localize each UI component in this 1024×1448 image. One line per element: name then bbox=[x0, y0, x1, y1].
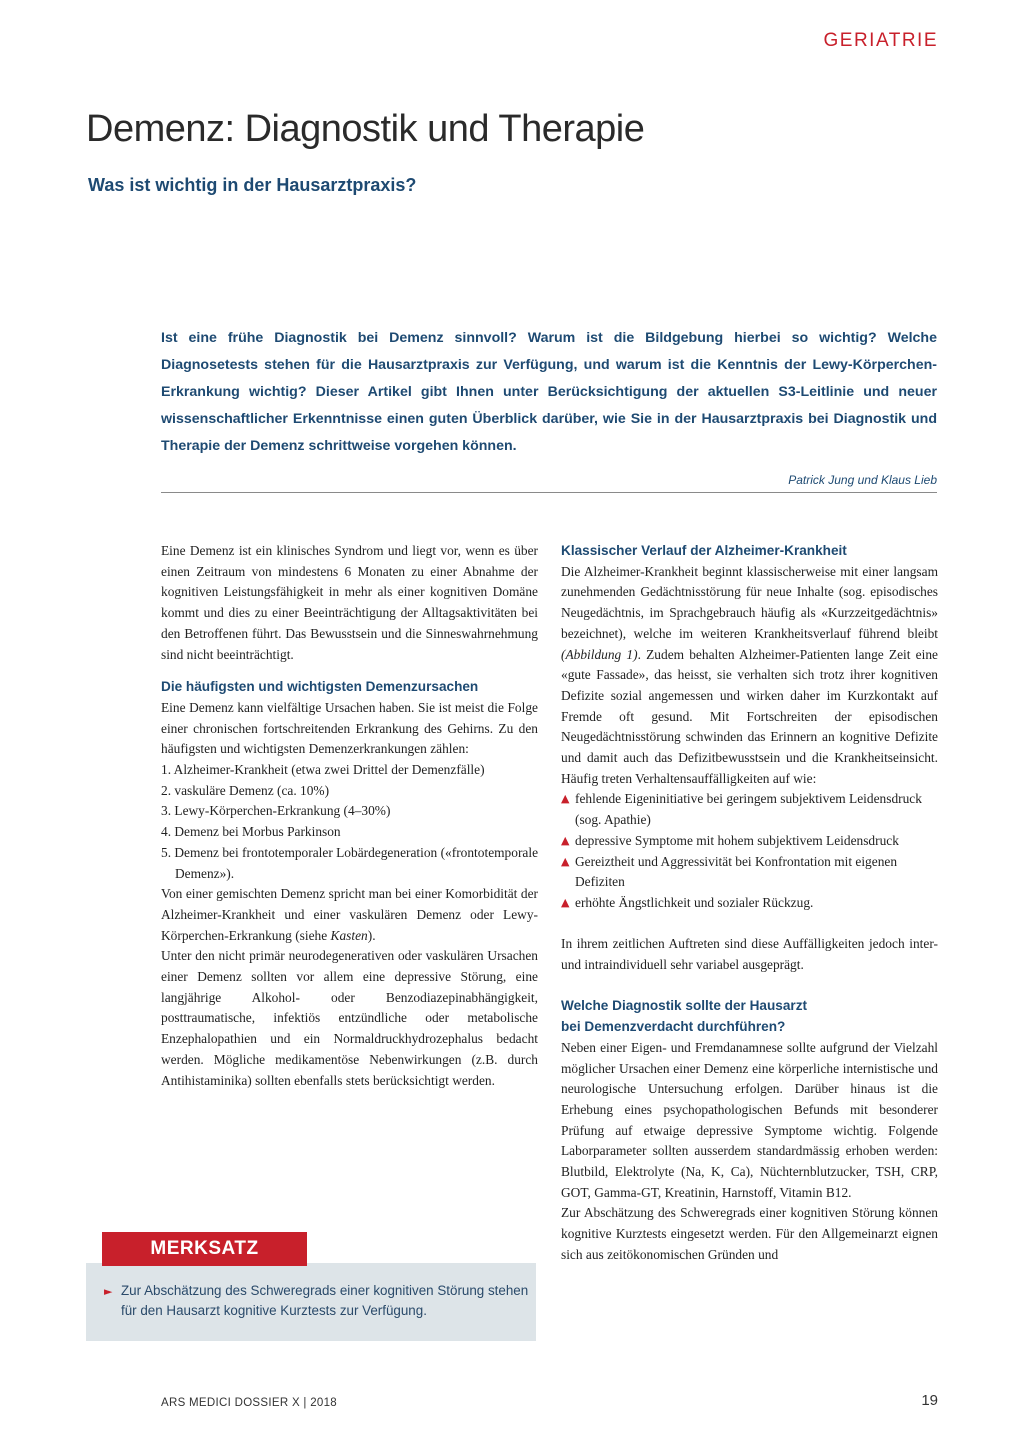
left-column bbox=[161, 541, 538, 1091]
merksatz-content: Zur Abschätzung des Schweregrads einer kognitiven Störung stehen für den Hausarzt kognitive Kurztests zur Verfügung. bbox=[121, 1283, 529, 1318]
text-run: Die Alzheimer-Krankheit beginnt klassischerweise mit einer langsam zunehmenden Gedächtnisstörung für neue Inhalte (sog. episodisches Neugedächtnis, im Sprachgebrauch häufig als «Kurzzeitgedächtnis» bezeichnet), welche im weiteren Krankheitsverlauf führend bleibt bbox=[561, 563, 938, 641]
paragraph: Unter den nicht primär neurodegenerativen oder vaskulären Ursachen einer Demenz sollten vor allem eine depressive Störung, eine langjährige Alkohol- oder Benzodiazepinabhängigkeit, posttraumatische, infektiös entzündliche oder metabolische Enzephalopathien und ein Normaldruckhydrozephalus bedacht werden. Mögliche medikamentöse Nebenwirkungen (z.B. durch Antihistaminika) sollten ebenfalls stets berücksichtigt werden. bbox=[161, 948, 538, 1088]
list-item: 5. Demenz bei frontotemporaler Lobärdegeneration («frontotemporale Demenz»). bbox=[161, 844, 539, 881]
paragraph: Neben einer Eigen- und Fremdanamnese sollte aufgrund der Vielzahl möglicher Ursachen einer Demenz eine körperliche internistische und neurologische Untersuchung erfolgen. Darüber hinaus ist die Erhebung eines psychopathologischen Befunds mit besonderer Prüfung auf etwaige depressive Symptome wichtig. Folgende Laborparameter sollten ausserdem standardmässig erhoben werden: Blutbild, Elektrolyte (Na, K, Ca), Nüchternblutzucker, TSH, CRP, GOT, Gamma-GT, Kreatinin, Harnstoff, Vitamin B12. bbox=[561, 1039, 938, 1200]
section-heading: Klassischer Verlauf der Alzheimer-Krankheit bbox=[561, 543, 847, 558]
article-title: Demenz: Diagnostik und Therapie bbox=[86, 108, 645, 150]
list-item: 4. Demenz bei Morbus Parkinson bbox=[161, 824, 341, 840]
divider bbox=[161, 492, 937, 493]
causes-list bbox=[161, 760, 538, 884]
article-subtitle: Was ist wichtig in der Hausarztpraxis? bbox=[88, 175, 417, 195]
section-heading bbox=[561, 996, 938, 1037]
list-item-text: depressive Symptome mit hohem subjektivem Leidensdruck bbox=[575, 832, 899, 848]
text-run-italic: Kasten bbox=[330, 927, 368, 943]
list-item: 2. vaskuläre Demenz (ca. 10%) bbox=[161, 782, 330, 798]
authors: Patrick Jung und Klaus Lieb bbox=[788, 473, 937, 487]
list-item bbox=[561, 852, 938, 893]
triangle-right-icon: ► bbox=[104, 1285, 113, 1298]
paragraph: Zur Abschätzung des Schweregrads einer kognitiven Störung können kognitive Kurztests eingesetzt werden. Für den Allgemeinarzt eignen sich aus zeitökonomischen Gründen und bbox=[561, 1205, 938, 1262]
text-run: ). bbox=[367, 927, 376, 943]
list-item bbox=[561, 789, 938, 830]
text-run-italic: (Abbildung 1) bbox=[561, 646, 638, 662]
paragraph: In ihrem zeitlichen Auftreten sind diese Auffälligkeiten jedoch inter- und intraindividuell sehr variabel ausgeprägt. bbox=[561, 936, 938, 973]
list-item: 3. Lewy-Körperchen-Erkrankung (4–30%) bbox=[161, 803, 391, 819]
list-item bbox=[561, 831, 938, 852]
heading-line: Welche Diagnostik sollte der Hausarzt bbox=[561, 998, 808, 1014]
merksatz-text bbox=[104, 1281, 529, 1321]
lead-paragraph: Ist eine frühe Diagnostik bei Demenz sinnvoll? Warum ist die Bildgebung hierbei so wichtig? Welche Diagnosetests stehen für die Hausarztpraxis zur Verfügung, und warum ist die Kenntnis der Lewy-Körperchen-Erkrankung wichtig? Dieser Artikel gibt Ihnen unter Berücksichtigung der aktuellen S3-Leitlinie und neuer wissenschaftlicher Erkenntnisse einen guten Überblick darüber, wie Sie in der Hausarztpraxis bei Diagnostik und Therapie der Demenz schrittweise vorgehen können. bbox=[161, 330, 937, 454]
list-item: 1. Alzheimer-Krankheit (etwa zwei Drittel der Demenzfälle) bbox=[161, 762, 485, 778]
list-item-text: Gereiztheit und Aggressivität bei Konfrontation mit eigenen Defiziten bbox=[575, 853, 898, 890]
symptoms-list bbox=[561, 789, 938, 913]
intro-paragraph: Eine Demenz ist ein klinisches Syndrom und liegt vor, wenn es über einen Zeitraum von mindestens 6 Monaten zu einer Abnahme der kognitiven Leistungsfähigkeit in mehr als einer kognitiven Domäne kommt und dies zu einer Beeinträchtigung der Alltagsaktivitäten bei den Betroffenen führt. Das Bewusstsein und die Sinneswahrnehmung sind nicht beeinträchtigt. bbox=[161, 543, 538, 662]
section-label: GERIATRIE bbox=[823, 30, 938, 51]
list-item bbox=[561, 893, 938, 914]
paragraph bbox=[561, 562, 938, 790]
paragraph: Eine Demenz kann vielfältige Ursachen haben. Sie ist meist die Folge einer chronischen fortschreitenden Erkrankung des Gehirns. Zu den häufigsten und wichtigsten Demenzerkrankungen zählen: bbox=[161, 699, 538, 757]
right-column bbox=[561, 541, 938, 1266]
text-run: . Zudem behalten Alzheimer-Patienten lange Zeit eine «gute Fassade», das heisst, sie verhalten sich trotz ihrer kognitiven Defizite sozial angemessen und wirken daher im Kurzkontakt auf Fremde oft gesund. Mit Fortschreiten der episodischen Neugedächtnisstörung schwinden das Erinnern an kognitive Defizite und damit auch das Defizitbewusstsein und die Krankheitseinsicht. Häufig treten Verhaltensauffälligkeiten auf wie: bbox=[561, 646, 938, 786]
list-item-text: fehlende Eigeninitiative bei geringem subjektivem Leidensdruck (sog. Apathie) bbox=[575, 791, 922, 828]
text-run: Von einer gemischten Demenz spricht man bei einer Komorbidität der Alzheimer-Krankheit und einer vaskulären Demenz oder Lewy-Körperchen-Erkrankung (siehe bbox=[161, 886, 538, 943]
footer-journal: ARS MEDICI DOSSIER X | 2018 bbox=[161, 1397, 337, 1409]
merksatz-title: MERKSATZ bbox=[102, 1232, 307, 1266]
list-item-text: erhöhte Ängstlichkeit und sozialer Rückzug. bbox=[575, 894, 814, 910]
paragraph bbox=[161, 884, 538, 946]
triangle-up-icon: ▲ bbox=[561, 792, 570, 806]
triangle-up-icon: ▲ bbox=[561, 854, 570, 868]
triangle-up-icon: ▲ bbox=[561, 833, 570, 847]
heading-line: bei Demenzverdacht durchführen? bbox=[561, 1019, 786, 1035]
page-number: 19 bbox=[921, 1392, 938, 1409]
triangle-up-icon: ▲ bbox=[561, 895, 570, 909]
section-heading: Die häufigsten und wichtigsten Demenzursachen bbox=[161, 679, 479, 695]
